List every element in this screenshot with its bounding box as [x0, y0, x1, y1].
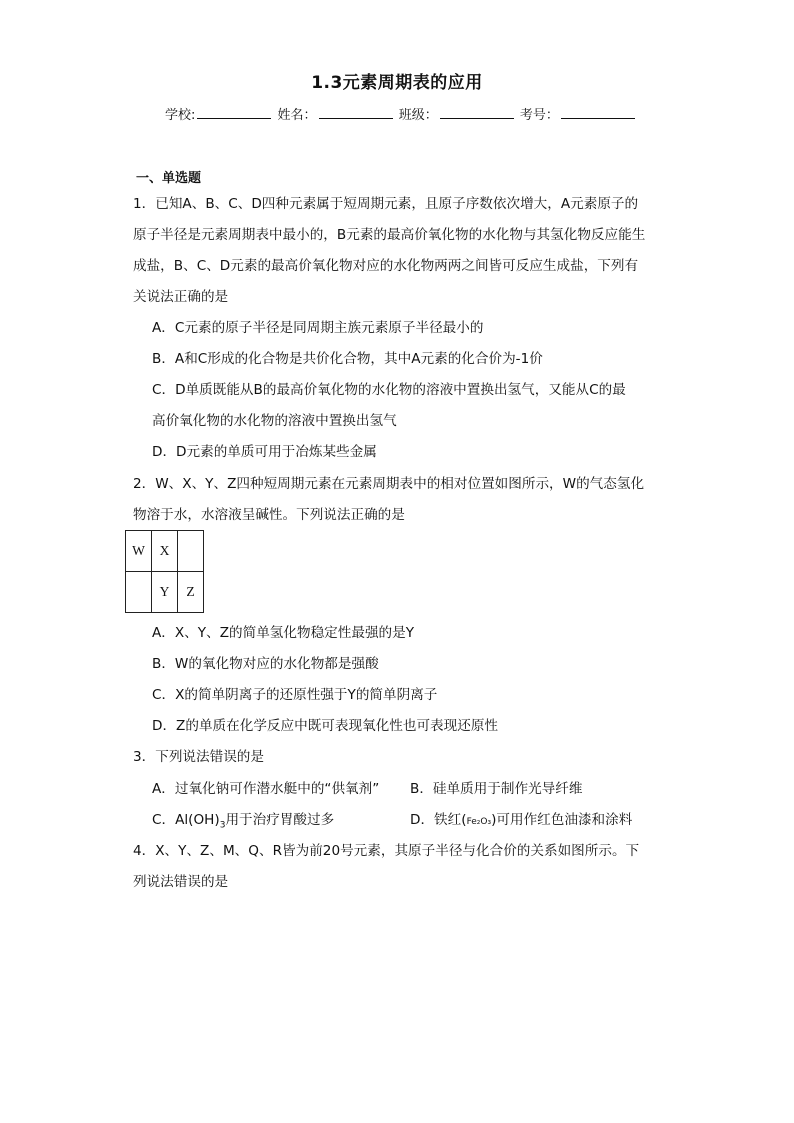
school-label: 学校:: [165, 108, 196, 123]
id-blank[interactable]: [561, 106, 635, 119]
periodic-position-table: [125, 530, 204, 613]
q2-option-a: A．X、Y、Z的简单氢化物稳定性最强的是Y: [152, 625, 415, 641]
q1-option-a: A．C元素的原子半径是同周期主族元素原子半径最小的: [152, 320, 484, 336]
q4-stem-line: 4．X、Y、Z、M、Q、R皆为前20号元素，其原子半径与化合价的关系如图所示。下: [133, 843, 640, 859]
q3-option-c-text: C．Al(OH): [152, 812, 220, 828]
cell-x: X: [152, 531, 178, 572]
q2-stem-line: 物溶于水，水溶液呈碱性。下列说法正确的是: [133, 507, 405, 523]
class-label: 班级：: [398, 108, 438, 123]
q1-option-b: B．A和C形成的化合物是共价化合物，其中A元素的化合价为-1价: [152, 351, 543, 367]
q3-option-d-formula: Fe₂O₃: [466, 817, 492, 827]
q3-option-b: B．硅单质用于制作光导纤维: [410, 781, 583, 797]
name-label: 姓名：: [277, 108, 317, 123]
q1-option-c-cont: 高价氧化物的水化物的溶液中置换出氢气: [152, 413, 397, 429]
q2-option-c: C．X的简单阴离子的还原性强于Y的简单阴离子: [152, 687, 438, 703]
q3-option-a: A．过氧化钠可作潜水艇中的“供氧剂”: [152, 781, 380, 797]
student-info-row: [165, 104, 637, 123]
section-heading: 一、单选题: [136, 171, 202, 186]
q1-stem-line: 原子半径是元素周期表中最小的，B元素的最高价氧化物的水化物与其氢化物反应能生: [133, 227, 646, 243]
q2-stem-line: 2．W、X、Y、Z四种短周期元素在元素周期表中的相对位置如图所示，W的气态氢化: [133, 476, 645, 492]
q2-option-d: D．Z的单质在化学反应中既可表现氧化性也可表现还原性: [152, 718, 499, 734]
cell-empty: [178, 531, 204, 572]
q1-stem-line: 关说法正确的是: [133, 289, 229, 305]
q3-option-c: [152, 808, 334, 831]
q3-option-d-text-end: )可用作红色油漆和涂料: [491, 812, 633, 828]
q3-option-d-text: D．铁红(: [410, 812, 467, 828]
q1-option-c: C．D单质既能从B的最高价氧化物的水化物的溶液中置换出氢气，又能从C的最: [152, 382, 626, 398]
q1-stem-line: 成盐，B、C、D元素的最高价氧化物对应的水化物两两之间皆可反应生成盐，下列有: [133, 258, 639, 274]
q4-stem-line: 列说法错误的是: [133, 874, 229, 890]
q1-stem-line: 1．已知A、B、C、D四种元素属于短周期元素，且原子序数依次增大，A元素原子的: [133, 196, 639, 212]
q3-stem: 3．下列说法错误的是: [133, 749, 264, 765]
school-blank[interactable]: [197, 106, 271, 119]
name-blank[interactable]: [319, 106, 393, 119]
cell-empty: [126, 572, 152, 613]
class-blank[interactable]: [440, 106, 514, 119]
q1-option-d: D．D元素的单质可用于冶炼某些金属: [152, 444, 377, 460]
q3-option-d: [410, 808, 632, 828]
q3-option-c-text-end: 用于治疗胃酸过多: [225, 812, 335, 828]
q3-option-c-subscript: 3: [219, 820, 226, 831]
q2-option-b: B．W的氧化物对应的水化物都是强酸: [152, 656, 379, 672]
cell-w: W: [126, 531, 152, 572]
id-label: 考号：: [519, 108, 559, 123]
cell-z: Z: [178, 572, 204, 613]
cell-y: Y: [152, 572, 178, 613]
page-title: 1.3元素周期表的应用: [311, 73, 483, 93]
